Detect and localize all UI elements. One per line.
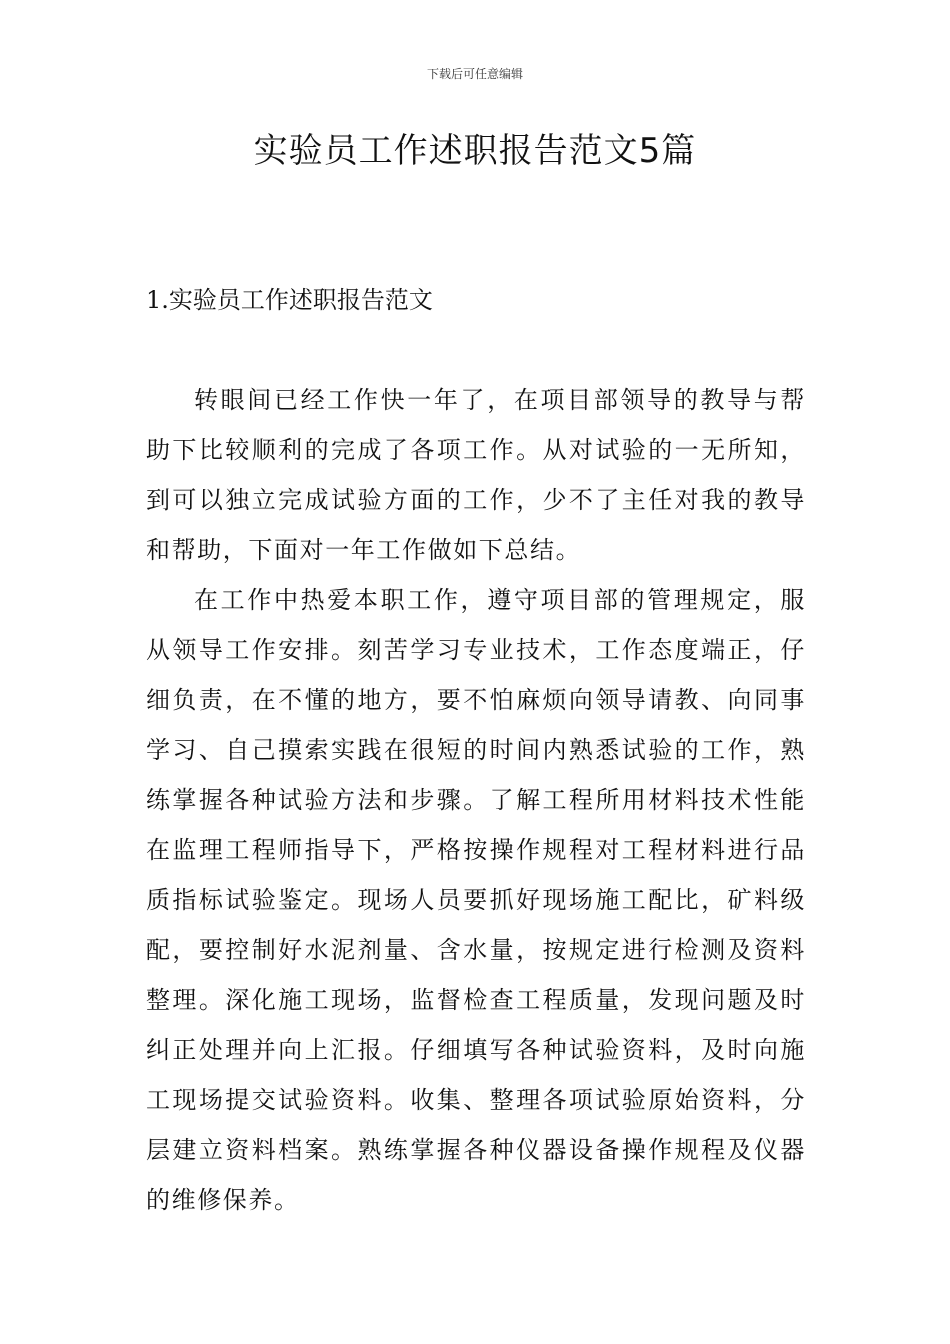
page-header: 下载后可任意编辑: [426, 67, 523, 81]
document-title: 实验员工作述职报告范文5篇: [253, 131, 697, 171]
section-heading: 1.实验员工作述职报告范文: [146, 286, 433, 314]
paragraph-2: 在工作中热爱本职工作，遵守项目部的管理规定，服从领导工作安排。刻苦学习专业技术，工作态度端正，仔细负责，在不懂的地方，要不怕麻烦向领导请教、向同事学习、自己摸索实践在很短的时间内熟悉试验的工作，熟练掌握各种试验方法和步骤。了解工程所用材料技术性能在监理工程师指导下，严格按操作规程对工程材料进行品质指标试验鉴定。现场人员要抓好现场施工配比，矿料级配，要控制好水泥剂量、含水量，按规定进行检测及资料整理。深化施工现场，监督检查工程质量，发现问题及时纠正处理并向上汇报。仔细填写各种试验资料，及时向施工现场提交试验资料。收集、整理各项试验原始资料，分层建立资料档案。熟练掌握各种仪器设备操作规程及仪器的维修保养。: [146, 586, 806, 1214]
paragraph-1: 转眼间已经工作快一年了，在项目部领导的教导与帮助下比较顺利的完成了各项工作。从对试验的一无所知，到可以独立完成试验方面的工作，少不了主任对我的教导和帮助，下面对一年工作做如下总结。: [146, 386, 806, 564]
body-text: [146, 375, 806, 1225]
